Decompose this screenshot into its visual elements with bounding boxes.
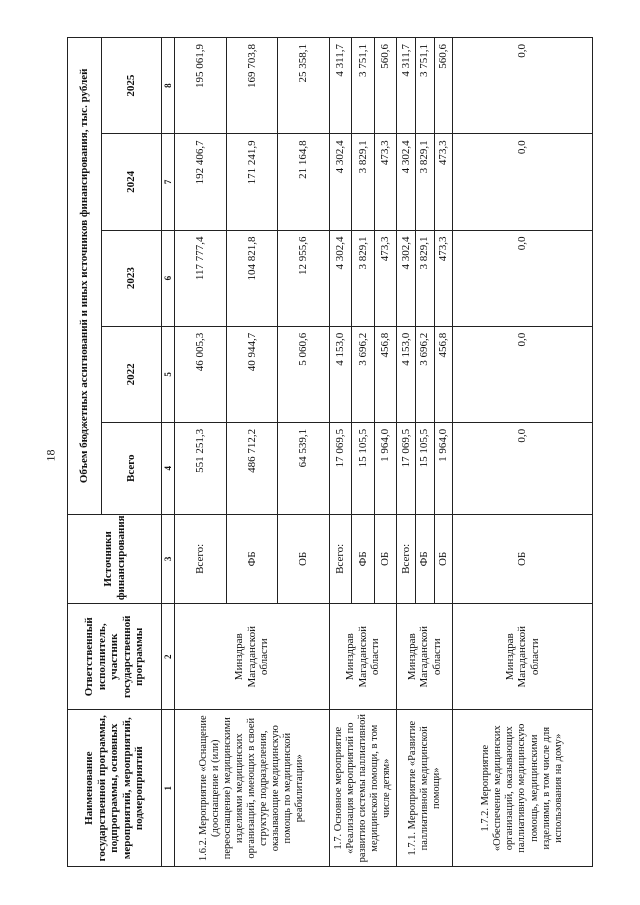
- total-cell: 64 539,1: [278, 422, 329, 514]
- total-cell: 15 105,5: [416, 422, 435, 514]
- value-cell: 4 311,7: [397, 38, 416, 134]
- value-cell: 46 005,3: [175, 326, 226, 422]
- value-cell: 560,6: [434, 38, 453, 134]
- value-cell: 4 302,4: [397, 134, 416, 230]
- source-cell: Всего:: [175, 514, 226, 603]
- header-total: Всего: [102, 422, 162, 514]
- value-cell: 473,3: [434, 230, 453, 326]
- value-cell: 473,3: [434, 134, 453, 230]
- header-year-2025: 2025: [102, 38, 162, 134]
- value-cell: 169 703,8: [226, 38, 277, 134]
- value-cell: 4 302,4: [329, 134, 352, 230]
- column-number: 7: [162, 134, 175, 230]
- value-cell: 3 696,2: [352, 326, 375, 422]
- total-cell: 17 069,5: [329, 422, 352, 514]
- value-cell: 3 751,1: [352, 38, 375, 134]
- value-cell: 3 751,1: [416, 38, 435, 134]
- source-cell: ОБ: [453, 514, 593, 603]
- column-number: 6: [162, 230, 175, 326]
- column-number: 4: [162, 422, 175, 514]
- header-volume: Объем бюджетных ассигнований и иных источников финансирования, тыс. рублей: [68, 38, 102, 515]
- value-cell: 0,0: [453, 326, 593, 422]
- value-cell: 4 302,4: [329, 230, 352, 326]
- source-cell: Всего:: [397, 514, 416, 603]
- page-number: 18: [43, 449, 58, 462]
- value-cell: 456,8: [374, 326, 397, 422]
- total-cell: 0,0: [453, 422, 593, 514]
- column-number: 1: [162, 710, 175, 867]
- budget-table: [67, 37, 593, 867]
- value-cell: 3 829,1: [416, 134, 435, 230]
- value-cell: 0,0: [453, 230, 593, 326]
- source-cell: ОБ: [374, 514, 397, 603]
- value-cell: 40 944,7: [226, 326, 277, 422]
- column-number: 5: [162, 326, 175, 422]
- total-cell: 551 251,3: [175, 422, 226, 514]
- total-cell: 17 069,5: [397, 422, 416, 514]
- value-cell: 195 061,9: [175, 38, 226, 134]
- total-cell: 1 964,0: [434, 422, 453, 514]
- value-cell: 3 696,2: [416, 326, 435, 422]
- value-cell: 473,3: [374, 230, 397, 326]
- value-cell: 4 153,0: [397, 326, 416, 422]
- value-cell: 0,0: [453, 38, 593, 134]
- value-cell: 5 060,6: [278, 326, 329, 422]
- row-executor-1-6-2: Минздрав Магаданской области: [175, 604, 329, 710]
- row-name-1-7-2: 1.7.2. Мероприятие «Обеспечение медицинских организаций, оказывающих паллиативную медицинскую помощь, медицинскими изделиями, в том числе для использования на дому»: [453, 710, 593, 867]
- value-cell: 4 311,7: [329, 38, 352, 134]
- value-cell: 25 358,1: [278, 38, 329, 134]
- value-cell: 3 829,1: [416, 230, 435, 326]
- header-source: Источники финансирования: [68, 514, 162, 603]
- row-name-1-7: 1.7. Основное мероприятие «Реализация мероприятий по развитию системы паллиативной медицинской помощи, в том числе детям»: [329, 710, 397, 867]
- row-executor-1-7-1: Минздрав Магаданской области: [397, 604, 453, 710]
- value-cell: 473,3: [374, 134, 397, 230]
- value-cell: 0,0: [453, 134, 593, 230]
- row-name-1-6-2: 1.6.2. Мероприятие «Оснащение (дооснащение и (или) переоснащение) медицинскими изделиями медицинских организаций, имеющих в своей структуре подразделения, оказывающие медицинскую помощь по медицинской реабилитации»: [175, 710, 329, 867]
- value-cell: 21 164,8: [278, 134, 329, 230]
- value-cell: 4 153,0: [329, 326, 352, 422]
- value-cell: 192 406,7: [175, 134, 226, 230]
- row-executor-1-7-2: Минздрав Магаданской области: [453, 604, 593, 710]
- column-number: 2: [162, 604, 175, 710]
- header-year-2023: 2023: [102, 230, 162, 326]
- total-cell: 1 964,0: [374, 422, 397, 514]
- source-cell: ФБ: [352, 514, 375, 603]
- row-name-1-7-1: 1.7.1. Мероприятие «Развитие паллиативной медицинской помощи»: [397, 710, 453, 867]
- value-cell: 4 302,4: [397, 230, 416, 326]
- header-year-2022: 2022: [102, 326, 162, 422]
- source-cell: ОБ: [434, 514, 453, 603]
- value-cell: 3 829,1: [352, 230, 375, 326]
- header-executor: Ответственный исполнитель, участник государственной программы: [68, 604, 162, 710]
- total-cell: 15 105,5: [352, 422, 375, 514]
- source-cell: Всего:: [329, 514, 352, 603]
- column-number: 3: [162, 514, 175, 603]
- value-cell: 456,8: [434, 326, 453, 422]
- value-cell: 560,6: [374, 38, 397, 134]
- value-cell: 12 955,6: [278, 230, 329, 326]
- budget-table-rotated: [67, 37, 593, 867]
- row-executor-1-7: Минздрав Магаданской области: [329, 604, 397, 710]
- value-cell: 117 777,4: [175, 230, 226, 326]
- value-cell: 104 821,8: [226, 230, 277, 326]
- value-cell: 3 829,1: [352, 134, 375, 230]
- header-year-2024: 2024: [102, 134, 162, 230]
- header-name: Наименование государственной программы, подпрограммы, основных мероприятий, мероприятий, подмероприятий: [68, 710, 162, 867]
- total-cell: 486 712,2: [226, 422, 277, 514]
- source-cell: ФБ: [416, 514, 435, 603]
- column-number: 8: [162, 38, 175, 134]
- source-cell: ФБ: [226, 514, 277, 603]
- value-cell: 171 241,9: [226, 134, 277, 230]
- source-cell: ОБ: [278, 514, 329, 603]
